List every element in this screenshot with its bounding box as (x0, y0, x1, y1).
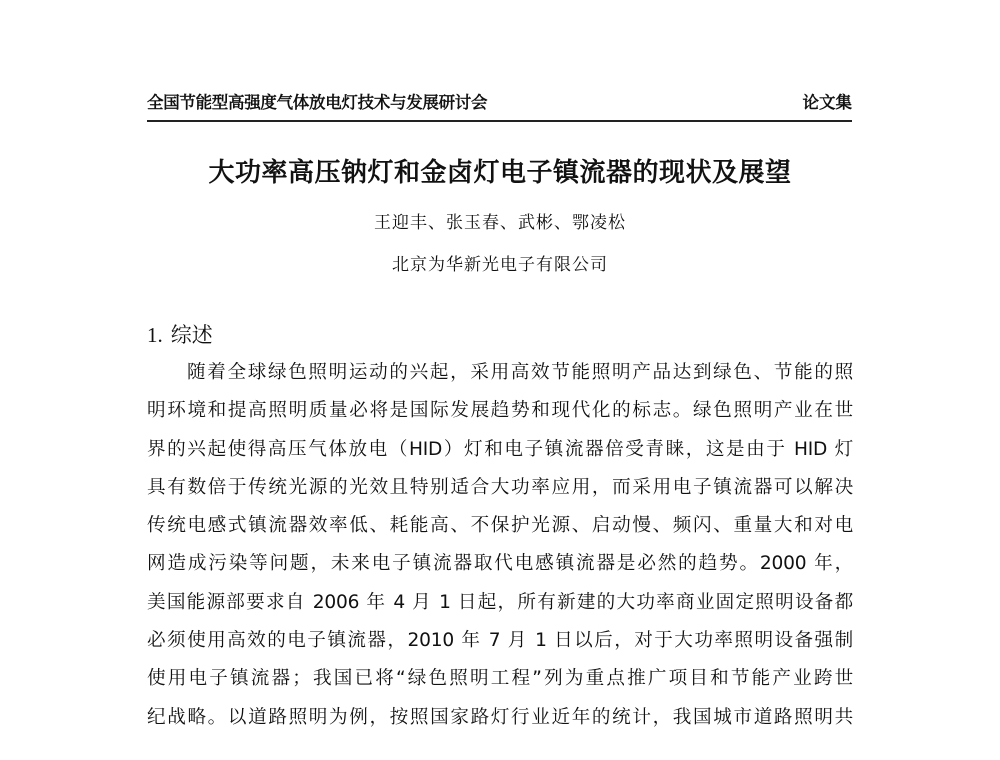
section-number: 1. (147, 323, 163, 347)
body-line: 使用电子镇流器；我国已将“绿色照明工程”列为重点推广项目和节能产业跨世 (147, 668, 853, 690)
body-line: 具有数倍于传统光源的光效且特别适合大功率应用，而采用电子镇流器可以解决 (147, 476, 853, 498)
body-line: 明环境和提高照明质量必将是国际发展趋势和现代化的标志。绿色照明产业在世 (147, 400, 853, 422)
conference-name: 全国节能型高强度气体放电灯技术与发展研讨会 (147, 93, 488, 112)
running-header (147, 92, 852, 118)
body-paragraph (147, 358, 853, 741)
section-heading (147, 320, 213, 350)
paper-title: 大功率高压钠灯和金卤灯电子镇流器的现状及展望 (208, 158, 792, 188)
proceedings-label: 论文集 (802, 93, 852, 112)
section-title: 综述 (170, 323, 213, 347)
body-line: 必须使用高效的电子镇流器，2010 年 7 月 1 日以后，对于大功率照明设备强制 (147, 630, 853, 652)
body-line: 随着全球绿色照明运动的兴起，采用高效节能照明产品达到绿色、节能的照 (187, 362, 853, 383)
header-rule (147, 120, 852, 122)
paper-authors: 王迎丰、张玉春、武彬、鄂凌松 (374, 213, 626, 233)
body-line: 美国能源部要求自 2006 年 4 月 1 日起，所有新建的大功率商业固定照明设备都 (147, 591, 853, 613)
body-line: 传统电感式镇流器效率低、耗能高、不保护光源、启动慢、频闪、重量大和对电 (147, 515, 853, 537)
body-line: 网造成污染等问题，未来电子镇流器取代电感镇流器是必然的趋势。2000 年， (147, 553, 853, 575)
paper-affiliation: 北京为华新光电子有限公司 (392, 255, 608, 275)
body-line: 纪战略。以道路照明为例，按照国家路灯行业近年的统计，我国城市道路照明共 (147, 706, 853, 728)
body-line: 界的兴起使得高压气体放电（HID）灯和电子镇流器倍受青睐，这是由于 HID 灯 (147, 438, 853, 460)
